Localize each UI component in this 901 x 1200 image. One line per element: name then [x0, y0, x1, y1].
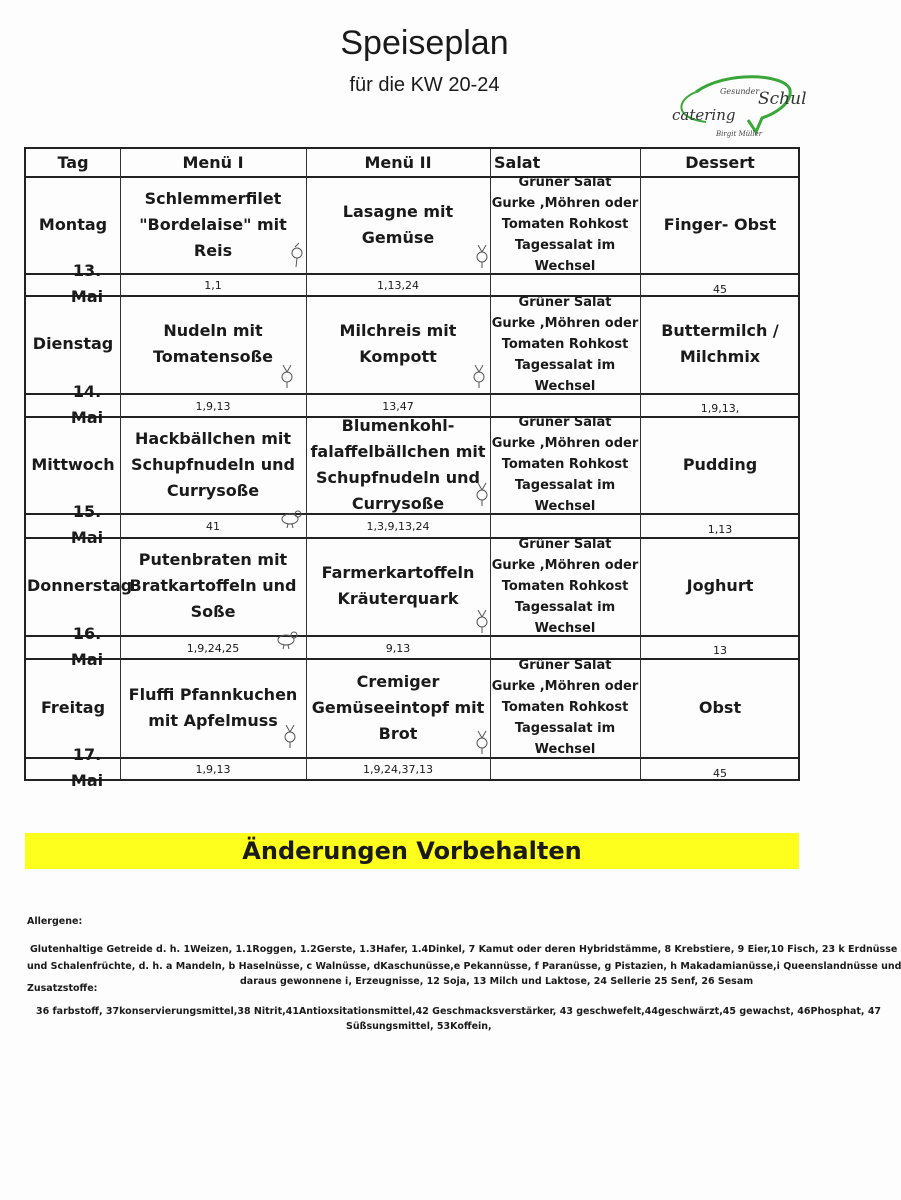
code1-tuesday: 1,9,13: [195, 399, 231, 413]
code2-wednesday: 1,3,9,13,24: [366, 519, 430, 533]
code2-tuesday: 13,47: [382, 399, 414, 413]
logo-text-main-a: Schul: [758, 89, 807, 109]
salat-friday: Grüner Salat Gurke ,Möhren oder Tomaten Rohkost Tagessalat im Wechsel: [491, 658, 639, 757]
code1-thursday: 1,9,24,25: [186, 641, 240, 655]
day-friday: Freitag: [40, 697, 106, 717]
allergene-line-3: daraus gewonnene i, Erzeugnisse, 12 Soja, 13 Milch und Laktose, 24 Sellerie 25 Senf, 26 Sesam: [240, 976, 754, 987]
dessert-wednesday: Pudding: [682, 454, 758, 474]
code-dessert-wednesday: 1,13: [707, 522, 733, 536]
menu2-monday: Lasagne mit Gemüse: [342, 201, 454, 247]
salat-tuesday: Grüner Salat Gurke ,Möhren oder Tomaten Rohkost Tagessalat im Wechsel: [491, 294, 639, 394]
date-monday: 13. Mai: [70, 261, 104, 306]
dessert-tuesday: Buttermilch / Milchmix: [661, 321, 779, 366]
code-dessert-monday: 45: [713, 282, 727, 296]
code-dessert-friday: 45: [713, 766, 727, 780]
col-header-salat: Salat: [494, 152, 541, 172]
col-header-menu1: Menü I: [182, 152, 244, 172]
date-thursday: 16. Mai: [70, 623, 104, 669]
day-monday: Montag: [38, 214, 108, 234]
code-dessert-thursday: 13: [713, 643, 727, 657]
code-dessert-tuesday: 1,9,13,: [700, 401, 740, 415]
zusatz-label: Zusatzstoffe:: [27, 983, 98, 994]
logo-text-sub: Birgit Müller: [716, 130, 763, 138]
menu2-friday: Cremiger Gemüseeintopf mit Brot: [311, 671, 485, 743]
dessert-monday: Finger- Obst: [663, 214, 777, 234]
salat-thursday: Grüner Salat Gurke ,Möhren oder Tomaten Rohkost Tagessalat im Wechsel: [491, 536, 639, 636]
page-title: Speiseplan: [340, 24, 509, 62]
day-wednesday: Mittwoch: [31, 454, 115, 474]
beet-icon: [472, 481, 494, 507]
beet-icon: [280, 723, 302, 749]
catering-logo: [666, 74, 807, 138]
menu1-monday: Schlemmerfilet "Bordelaise" mit Reis: [139, 188, 287, 260]
day-tuesday: Dienstag: [32, 334, 114, 353]
menu2-tuesday: Milchreis mit Kompott: [339, 321, 457, 366]
week-subtitle: für die KW 20-24: [349, 74, 500, 96]
code2-thursday: 9,13: [385, 641, 411, 655]
code2-monday: 1,13,24: [377, 278, 419, 292]
zusatz-line-2: Süßsungsmittel, 53Koffein,: [346, 1021, 492, 1032]
allergene-line-1: Glutenhaltige Getreide d. h. 1Weizen, 1.1Roggen, 1.2Gerste, 1.3Hafer, 1.4Dinkel, 7 Kamut oder deren Hybridstämme, 8 Krebstiere, 9 Eier,10 Fisch, 23 k Erdnüsse: [30, 944, 898, 955]
menu2-wednesday: Blumenkohl-falaffelbällchen mit Schupfnudeln und Currysoße: [310, 415, 486, 513]
zusatz-line-1: 36 farbstoff, 37konservierungsmittel,38 Nitrit,41Antioxsitationsmittel,42 Geschmacksverstärker, 43 geschwefelt,44geschwärzt,45 gewachst, 46Phosphat, 47: [36, 1006, 882, 1017]
menu-table: [24, 147, 800, 790]
date-friday: 17. Mai: [70, 745, 104, 790]
col-header-dessert: Dessert: [685, 152, 755, 172]
notice-banner: Änderungen Vorbehalten: [25, 833, 799, 869]
beet-icon: [469, 363, 491, 389]
logo-text-main-b: catering: [672, 106, 736, 124]
menu2-thursday: Farmerkartoffeln Kräuterquark: [321, 563, 475, 608]
code1-friday: 1,9,13: [195, 762, 231, 776]
code1-wednesday: 41: [206, 519, 220, 533]
beet-icon: [472, 608, 494, 634]
salat-monday: Grüner Salat Gurke ,Möhren oder Tomaten Rohkost Tagessalat im Wechsel: [491, 175, 639, 274]
date-wednesday: 15. Mai: [70, 502, 104, 547]
col-header-tag: Tag: [57, 152, 89, 172]
logo-text-top: Gesunder: [720, 87, 760, 96]
vegetable-icon: [287, 243, 309, 269]
day-thursday: Donnerstag: [27, 576, 133, 595]
beet-icon: [277, 363, 299, 389]
chicken-icon: [278, 505, 304, 531]
allergene-line-2: und Schalenfrüchte, d. h. a Mandeln, b Haselnüsse, c Walnüsse, dKaschunüsse,e Pekannüsse, f Paranüsse, g Pistazien, h Makadamianüsse,i Queenslandnüsse und: [27, 961, 901, 972]
menu1-thursday: Putenbraten mit Bratkartoffeln und Soße: [129, 550, 297, 621]
salat-wednesday: Grüner Salat Gurke ,Möhren oder Tomaten Rohkost Tagessalat im Wechsel: [491, 415, 639, 514]
code2-friday: 1,9,24,37,13: [363, 762, 433, 776]
beet-icon: [472, 243, 494, 269]
col-header-menu2: Menü II: [364, 152, 432, 172]
beet-icon: [472, 729, 494, 755]
code1-monday: 1,1: [204, 278, 222, 292]
menu1-wednesday: Hackbällchen mit Schupfnudeln und Currysoße: [131, 428, 295, 500]
menu1-tuesday: Nudeln mit Tomatensoße: [152, 321, 273, 366]
allergene-label: Allergene:: [27, 916, 83, 927]
menu1-friday: Fluffi Pfannkuchen mit Apfelmuss: [128, 684, 298, 730]
date-tuesday: 14. Mai: [70, 381, 104, 427]
dessert-friday: Obst: [698, 697, 742, 717]
dessert-thursday: Joghurt: [686, 576, 754, 595]
chicken-icon: [274, 626, 300, 652]
